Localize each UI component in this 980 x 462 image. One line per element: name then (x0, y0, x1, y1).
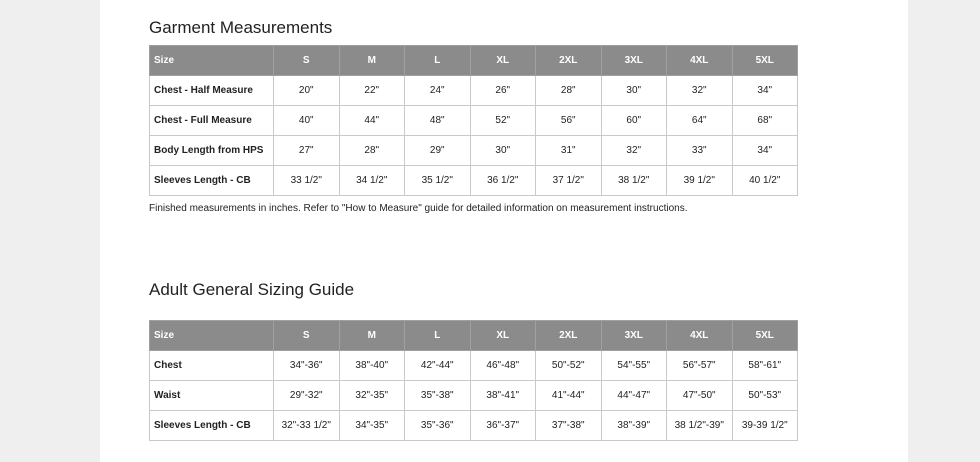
table-cell: 34 1/2" (339, 166, 405, 196)
table-row (150, 351, 798, 381)
table-cell: 47"-50" (667, 381, 733, 411)
table-cell: 29" (405, 136, 471, 166)
table-cell: 35 1/2" (405, 166, 471, 196)
column-header: XL (470, 321, 536, 351)
table-cell: 38"-40" (339, 351, 405, 381)
column-header: 3XL (601, 321, 667, 351)
table-cell: 32" (667, 76, 733, 106)
table-cell: 50"-52" (536, 351, 602, 381)
table-row (150, 76, 798, 106)
column-header: 5XL (732, 321, 798, 351)
column-header: M (339, 46, 405, 76)
garment-measurements-table (149, 45, 798, 196)
table-cell: 42"-44" (405, 351, 471, 381)
column-header: S (274, 321, 340, 351)
column-header: XL (470, 46, 536, 76)
table-cell: 32"-33 1/2" (274, 411, 340, 441)
row-label: Body Length from HPS (150, 136, 274, 166)
page (100, 0, 908, 462)
sizing-guide-table (149, 320, 798, 441)
table-cell: 40" (274, 106, 340, 136)
table-cell: 39-39 1/2" (732, 411, 798, 441)
table-cell: 28" (339, 136, 405, 166)
column-header: 2XL (536, 46, 602, 76)
table-cell: 52" (470, 106, 536, 136)
table-row (150, 381, 798, 411)
table-cell: 46"-48" (470, 351, 536, 381)
table-cell: 34"-36" (274, 351, 340, 381)
column-header: 2XL (536, 321, 602, 351)
table-cell: 34"-35" (339, 411, 405, 441)
table-row (150, 166, 798, 196)
table-cell: 35"-36" (405, 411, 471, 441)
table-cell: 36"-37" (470, 411, 536, 441)
table-cell: 33" (667, 136, 733, 166)
row-label: Waist (150, 381, 274, 411)
column-header: M (339, 321, 405, 351)
table-cell: 30" (470, 136, 536, 166)
table-cell: 24" (405, 76, 471, 106)
table-header-row (150, 46, 798, 76)
table-row (150, 411, 798, 441)
row-label: Sleeves Length - CB (150, 411, 274, 441)
row-label: Sleeves Length - CB (150, 166, 274, 196)
table-cell: 37"-38" (536, 411, 602, 441)
table-cell: 38 1/2" (601, 166, 667, 196)
column-header: 4XL (667, 46, 733, 76)
table-cell: 41"-44" (536, 381, 602, 411)
table-cell: 20" (274, 76, 340, 106)
table-header-row (150, 321, 798, 351)
table-cell: 33 1/2" (274, 166, 340, 196)
table-cell: 38"-39" (601, 411, 667, 441)
row-label: Chest - Full Measure (150, 106, 274, 136)
table-cell: 50"-53" (732, 381, 798, 411)
table-cell: 44"-47" (601, 381, 667, 411)
column-header: S (274, 46, 340, 76)
table-cell: 36 1/2" (470, 166, 536, 196)
garment-measurements-title: Garment Measurements (149, 18, 333, 37)
column-header: 4XL (667, 321, 733, 351)
table-cell: 27" (274, 136, 340, 166)
measurement-note: Finished measurements in inches. Refer to "How to Measure" guide for detailed information on measurement instructions. (149, 203, 688, 214)
table-cell: 28" (536, 76, 602, 106)
column-header: Size (150, 46, 274, 76)
table-cell: 39 1/2" (667, 166, 733, 196)
table-cell: 56"-57" (667, 351, 733, 381)
column-header: 5XL (732, 46, 798, 76)
table-cell: 68" (732, 106, 798, 136)
column-header: L (405, 46, 471, 76)
table-cell: 32" (601, 136, 667, 166)
table-cell: 31" (536, 136, 602, 166)
table-cell: 58"-61" (732, 351, 798, 381)
table-cell: 26" (470, 76, 536, 106)
table-cell: 44" (339, 106, 405, 136)
table-row (150, 136, 798, 166)
table-cell: 64" (667, 106, 733, 136)
table-cell: 29"-32" (274, 381, 340, 411)
column-header: L (405, 321, 471, 351)
column-header: Size (150, 321, 274, 351)
table-cell: 34" (732, 76, 798, 106)
column-header: 3XL (601, 46, 667, 76)
table-cell: 34" (732, 136, 798, 166)
table-cell: 54"-55" (601, 351, 667, 381)
row-label: Chest - Half Measure (150, 76, 274, 106)
sizing-guide-title: Adult General Sizing Guide (149, 280, 355, 299)
table-cell: 48" (405, 106, 471, 136)
table-cell: 22" (339, 76, 405, 106)
table-cell: 32"-35" (339, 381, 405, 411)
table-cell: 38"-41" (470, 381, 536, 411)
table-cell: 35"-38" (405, 381, 471, 411)
table-cell: 40 1/2" (732, 166, 798, 196)
row-label: Chest (150, 351, 274, 381)
table-cell: 38 1/2"-39" (667, 411, 733, 441)
table-cell: 56" (536, 106, 602, 136)
table-cell: 60" (601, 106, 667, 136)
table-cell: 37 1/2" (536, 166, 602, 196)
table-cell: 30" (601, 76, 667, 106)
table-row (150, 106, 798, 136)
